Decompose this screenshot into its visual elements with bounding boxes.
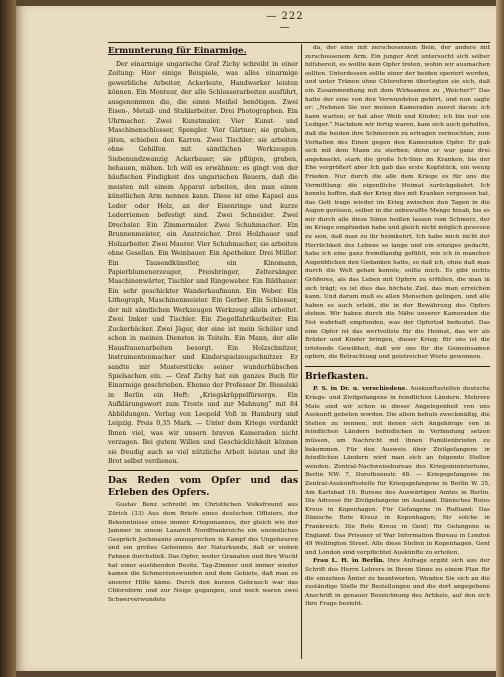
article-body-opfer: Gustav Benz schreibt im Christlichen Volksfreund aus Zürich (33) Aus dem Briefe eines deutschen Offiziers, der Bekenntnisse eines immer Kriegsmannes, der gleich wie der Jammer in einem Lazarett Nordfrankreichs ein unsinnliches Gespräch Jochmanns anzusprechen in Kampf des Ungeheuren und ein großes Geheimnis der Naturkunde, daß er sieben Fahnen durchstieß. Das Opfer, weder Granaten und ihre Wucht hat einer ausübenden Besitz. Tag-Zimmer und immer wieder kamen die Schmerzenswunden und dem Gebiete, daß man zu unserer Hilfe käme. Durch den kurzen Gebrauch war das Chloroform und zur Neige gegangen, und noch waren zwei Schwerverwundete [108,502,298,604]
briefkasten-entry-recipient: Frau L. H. in Berlin. [313,557,385,565]
article-continuation: da, der eine mit zerschossenem Bein, der andere mit zerschossenem Arm. Ein junger Arzt untersucht sich selber hilfsbereit, es wollte kein Opfer treten, wohin wir ausmachen sollten. Unterdessen sollte einer der beiden operiert werden, und unter Tränen ohne Chloroform überlegten sie sich, daß ein Zusammenhang mit dem Wirksamen zu „Weicher?” Das hatte der eine von den Verwundeten gehört, und nun sagte er: „Nehmen Sie nur meinen Kameraden zuerst daran; ich kann warten; er hat aber Weib und Kinder; ich bin nur ein Lediger.” Nachdem wir fertig waren, kam sich auch geholfen, daß die beiden ihre Schmerzen zu ertragen vermochten, zum Verhalten des Einen gegen den Kameraden Opfer. Er gab sich mit dem Mann zu sterben; denn er war ganz drei angeknackt, stark die große Ich-Sinn im Kranken, bis der Ehe vergrößert aber Ich gab das erste Kopfstück, ein wenig Frieden. Nur durch die alle dem Kriege es für uns die Vermittlung: die eigentliche Heimat zurückgekehrt. Ich konnte hoffen, daß der Krieg dies mit Kranken vergessen hat, das Gott trage wieder im Krieg zwischen den Tagen in die Augen gerissen, selber in die unbewußte Menge hinab, bis es mir durch alle diese Sinne heißen lassen vom Schmerz, der im Kriege empfunden habe und gleich nicht möglich gewesen zu sein, daß man zu ihr heimkehrt. Ich habe mich nicht der Herrlichkeit des Lebens so lange und ein einziges gedacht, habe ich eine ganz fremdlandig gefühlt, wie ich in manchen Augenblicken den Gedanken hatte, so daß ich, ohne daß man durch die Welt gehen konnte, sollte mich. Es gibt nichts Größeres, als das Leben mit Opfern zu erfüllen, die man in sich trägt; es ist dies das höchste Ziel, das man erreichen kann. Und darum muß es allen Menschen gelingen, und alle haben es auch erlebt, die in der Bewährung des Opfers stehen. Wir haben durch die Nähe unserer Kameraden die Not wahrhaft empfunden, was der Opfertod bedeutet. Das eine Opfer ist das wertvollste für die Heimat, das wir als Brüder und Kinder bringen, dieser Krieg; für uns ist die tröstende Gewißheit, daß wir uns für die Gemeinsamen opfern, die Betrachtung und geistreicher Worte gewonnen. [305,45,490,361]
section-divider [108,470,298,471]
page-number: — 222 — [266,11,304,33]
page-edge-shadow [496,0,504,677]
article-title-opfer: Das Reden vom Opfer und das Erleben des Opfers. [108,475,298,498]
briefkasten-entry [305,385,490,557]
briefkasten-entry-text: Ihre Anfrage ergibt sich aus der Schrift des Herrn Lehrers in Ihrem Sinne zu einem Plan für die einzelnen Ämter zu beantworten. Wenden Sie sich an die zuständige Stelle für Bestellungen und die dort angegebene Anschrift in genauer Bezeichnung des Artikels, auf den sich Ihre Frage bezieht. [305,558,490,608]
briefkasten-title: Briefkasten. [305,370,369,382]
header-rule [108,42,490,43]
briefkasten-entry [305,557,490,609]
book-spine [0,0,16,677]
briefkasten-entry-recipient: P. S. in Dr. u. verschiedene. [313,385,408,393]
article-title-einarmige: Ermunterung für Einarmige. [108,46,247,56]
section-divider [305,366,490,367]
column-divider [301,44,302,659]
left-column [108,44,298,664]
briefkasten-entry-text: Auskunftsstellen deutsche Kriegs- und Zivilgefangene in feindlichen Ländern. Mehrere Male sind wir schon in dieser Angelegenheit von uns Auskunft gebeten worden. Die allein behufs zweckmäßig, die Stellen zu nennen, mit denen sich Angehörige von in feindlichen Ländern befindlichen in Verbindung setzen müssen, um Nachricht mit ihnen Familienbriefen zu bekommen. Für den Ausweis über Zivilgefangene in feindlichen Ländern wird man sich an folgende Stellen wenden: Zentral-Nachweisebureau des Kriegsministeriums, Berlin NW. 7, Dorotheenstr. 48. — Kriegsgefangene im Zentral-Auskunftsstelle für Kriegsgefangene in Berlin W. 35, Am Karlsbad 10. Bureau des Auswärtigen Amtes in Berlin. Die Adresse für Zivilgefangene im Ausland: Dänisches Rotes Kreuz in Kopenhagen. Für Gefangene in Rußland: Das Dänische Rote Kreuz in Kopenhagen; für solche in Frankreich: Die Rote Kreuz in Genf; für Gefangene in England: Das Prisoner of War Information Bureau in London 49 Wellington Street. Alle diese Stellen in Kopenhagen, Genf und London sind verpflichtet Auskünfte zu erteilen. [305,386,490,556]
right-column [305,44,490,664]
article-body-einarmige: Der einarmige ungarische Graf Zichy schreibt in einer Zeitung: Hier einige Beispiele, was alles einarmige gewerbliche Arbeiter, Ackerleute, Handwerker leisten können. Ein Monteur, der alle Schlosserarbeiten ausführt, ausgenommen die, die einen Meißel benötigen. Zwei Eisen-, Metall- und Stahlarbeiter. Drei Photographen. Ein Uhrmacher. Zwei Kunstmaler. Vier Kunst- und Maschinenschlosser, Spengler. Vier Gärtner; sie graben, jäten, schieben den Karren. Zwei Tischler; sie arbeiten ohne Gehilfen mit sämtlichen Werkzeugen. Siebenundzwanzig Ackerbauer; sie pflügen, graben, behauen, mähen. Ich will es erwähnen: es gingt von der häufischen Findigkeit des ungarischen Bauern, daß die meisten mit einem Apparat arbeiten, den man einen künstlichen Arm nennen kann. Diese ist eine Kapsel aus Leder oder Holz, an der Eisenringe und kurze Lederriemen befestigt sind. Zwei Schneider. Zwei Drechsler. Ein Zimmermaler. Zwei Schuhmacher. Ein Brunnenmeister, ein Anstreicher. Drei Holzhauer und Holzarbeiter. Zwei Maurer. Vier Schuhmacher, sie arbeiten ohne Gesellen. Ein Weinbauer. Ein Apotheker. Drei Müller. Ein Tausendkünstler, ein Kinomann, Papierblumenerzeuger, Preisbringer, Zeltersänger. Maschinenwärter, Tischler und Ringeweber. Ein Bildhauer. Ein sehr geschickter Wanderkaufmann. Ein Weber. Ein Lithograph, Maschinenmeister. Ein Gerber. Ein Schlosser, der mit sämtlichen Werkzeugen Werkzeug allein arbeitet. Zwei Imker und Tischler. Ein Ziegelfabrikarbeiter. Ein Zuckerbäcker. Zwei Jäger, der eine ist mein Schüler und schon in meinen Diensten in Teiteln. Ein Mann, der alle Hausfrauenarbeiten besorgt. Ein Holzschnitzer, Instrumentenmacher und Kinderspielzeugschnitzer. Er sandte mir Musterstücke seiner wunderhübschen Spielsachen ein. — Graf Zichy hat ein ganzes Buch für Einarmige geschrieben. Ebenso der Professor Dr. Biesalski in Berlin ein Heft: „Kriegskrüppelfürsorge. Ein Aufklärungswort zum Troste und zur Mahnung” mit 84 Abbildungen. Verlag von Leopold Voß in Hamburg und Leipzig. Preis 0,35 Mark. — Unter dem Kriege verdankt Ihnen viel, was wir unsern braven Kameraden nicht verzagen. Bei gutem Willen und Geschicklichkeit können sie freudig auch so viel nützliche Arbeit leisten und ihr Brot selbst verdienen. [108,61,298,466]
